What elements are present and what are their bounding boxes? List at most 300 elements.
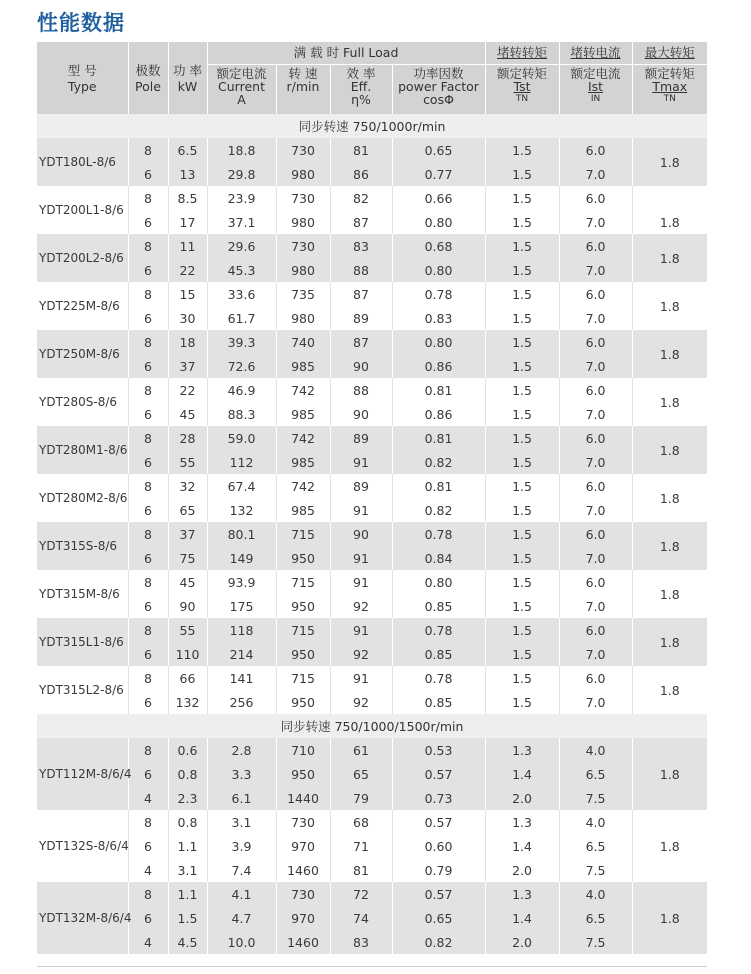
cell-pf: 0.77 [392, 162, 485, 186]
cell-current: 61.7 [207, 306, 276, 330]
cell-tmax: 1.8 [632, 378, 707, 426]
cell-eff: 89 [330, 306, 392, 330]
cell-pf: 0.65 [392, 906, 485, 930]
table-row [37, 570, 707, 594]
cell-pf: 0.80 [392, 330, 485, 354]
cell-ist: 7.0 [559, 258, 632, 282]
cell-tst: 1.5 [485, 162, 559, 186]
cell-eff: 89 [330, 474, 392, 498]
cell-ist: 6.0 [559, 138, 632, 162]
header-pf [392, 64, 485, 114]
cell-pf: 0.84 [392, 546, 485, 570]
cell-pf: 0.66 [392, 186, 485, 210]
table-row [37, 906, 707, 930]
cell-tst: 1.5 [485, 426, 559, 450]
model-type: YDT280M2-8/6 [37, 474, 128, 522]
cell-current: 10.0 [207, 930, 276, 954]
cell-tst: 1.5 [485, 690, 559, 714]
model-type: YDT132M-8/6/4 [37, 882, 128, 954]
cell-kw: 0.8 [168, 810, 207, 834]
cell-pole: 8 [128, 474, 168, 498]
cell-kw: 30 [168, 306, 207, 330]
cell-speed: 985 [276, 450, 330, 474]
cell-ist: 7.0 [559, 402, 632, 426]
cell-current: 7.4 [207, 858, 276, 882]
cell-eff: 91 [330, 450, 392, 474]
cell-kw: 1.1 [168, 882, 207, 906]
cell-eff: 91 [330, 498, 392, 522]
cell-ist: 6.0 [559, 378, 632, 402]
cell-pole: 4 [128, 858, 168, 882]
cell-kw: 18 [168, 330, 207, 354]
cell-current: 29.6 [207, 234, 276, 258]
table-row [37, 930, 707, 954]
cell-eff: 87 [330, 282, 392, 306]
cell-kw: 32 [168, 474, 207, 498]
cell-tmax: 1.8 [632, 138, 707, 186]
header-ist [559, 64, 632, 114]
header-ist-zh: 额定电流 [570, 65, 621, 81]
model-type: YDT315L2-8/6 [37, 666, 128, 714]
cell-ist: 7.0 [559, 306, 632, 330]
cell-tst: 1.5 [485, 594, 559, 618]
header-tmax-zh: 额定转矩 [644, 65, 695, 81]
cell-speed: 970 [276, 834, 330, 858]
cell-kw: 90 [168, 594, 207, 618]
cell-ist: 7.0 [559, 498, 632, 522]
cell-tst: 1.5 [485, 402, 559, 426]
cell-pf: 0.81 [392, 378, 485, 402]
cell-pf: 0.78 [392, 666, 485, 690]
cell-speed: 980 [276, 258, 330, 282]
cell-ist: 6.0 [559, 186, 632, 210]
page-title: 性能数据 [37, 11, 125, 35]
table-row [37, 618, 707, 642]
header-power [168, 42, 207, 114]
cell-kw: 37 [168, 522, 207, 546]
cell-current: 45.3 [207, 258, 276, 282]
header-pole [128, 42, 168, 114]
cell-current: 175 [207, 594, 276, 618]
cell-current: 6.1 [207, 786, 276, 810]
cell-tmax: 1.8 [632, 882, 707, 954]
cell-kw: 55 [168, 450, 207, 474]
cell-eff: 90 [330, 402, 392, 426]
model-type: YDT132S-8/6/4 [37, 810, 128, 882]
cell-kw: 45 [168, 570, 207, 594]
header-pole-en: Pole [135, 78, 161, 94]
model-type: YDT280M1-8/6 [37, 426, 128, 474]
cell-pole: 8 [128, 738, 168, 762]
table-row [37, 690, 707, 714]
cell-eff: 91 [330, 666, 392, 690]
cell-pole: 4 [128, 930, 168, 954]
cell-pf: 0.85 [392, 642, 485, 666]
cell-tmax: 1.8 [632, 570, 707, 618]
table-row [37, 186, 707, 210]
cell-eff: 92 [330, 594, 392, 618]
cell-current: 3.3 [207, 762, 276, 786]
table-row [37, 666, 707, 690]
cell-current: 46.9 [207, 378, 276, 402]
cell-speed: 980 [276, 162, 330, 186]
cell-eff: 90 [330, 354, 392, 378]
cell-tmax: 1.8 [632, 234, 707, 282]
cell-tmax: 1.8 [632, 330, 707, 378]
cell-ist: 7.5 [559, 786, 632, 810]
cell-current: 112 [207, 450, 276, 474]
cell-tmax: 1.8 [632, 426, 707, 474]
cell-pole: 8 [128, 378, 168, 402]
cell-current: 29.8 [207, 162, 276, 186]
cell-speed: 1460 [276, 930, 330, 954]
cell-ist: 7.5 [559, 858, 632, 882]
header-type-en: Type [67, 78, 97, 94]
header-pole-zh: 极数 [135, 62, 161, 78]
table-row [37, 354, 707, 378]
header-current-zh: 额定电流 [216, 65, 267, 81]
cell-ist: 7.0 [559, 162, 632, 186]
cell-kw: 13 [168, 162, 207, 186]
cell-ist: 6.0 [559, 474, 632, 498]
cell-eff: 90 [330, 522, 392, 546]
cell-current: 80.1 [207, 522, 276, 546]
cell-kw: 45 [168, 402, 207, 426]
cell-tst: 1.5 [485, 282, 559, 306]
model-type: YDT315L1-8/6 [37, 618, 128, 666]
cell-ist: 7.0 [559, 642, 632, 666]
cell-pole: 6 [128, 402, 168, 426]
cell-pf: 0.80 [392, 258, 485, 282]
table-row [37, 282, 707, 306]
cell-kw: 28 [168, 426, 207, 450]
cell-tst: 1.5 [485, 642, 559, 666]
cell-speed: 950 [276, 546, 330, 570]
table-row [37, 858, 707, 882]
cell-pole: 4 [128, 786, 168, 810]
cell-current: 39.3 [207, 330, 276, 354]
model-type: YDT315S-8/6 [37, 522, 128, 570]
cell-pole: 6 [128, 690, 168, 714]
cell-current: 2.8 [207, 738, 276, 762]
cell-pole: 6 [128, 354, 168, 378]
cell-speed: 730 [276, 810, 330, 834]
cell-ist: 6.0 [559, 234, 632, 258]
header-eff-unit: η% [351, 91, 371, 107]
cell-tst: 1.5 [485, 666, 559, 690]
cell-pole: 6 [128, 834, 168, 858]
cell-ist: 6.0 [559, 666, 632, 690]
cell-eff: 65 [330, 762, 392, 786]
section-row [37, 714, 707, 738]
table-row [37, 138, 707, 162]
cell-pole: 6 [128, 498, 168, 522]
table-row [37, 330, 707, 354]
cell-tst: 1.5 [485, 186, 559, 210]
cell-ist: 7.0 [559, 594, 632, 618]
cell-pf: 0.73 [392, 786, 485, 810]
cell-kw: 66 [168, 666, 207, 690]
header-tst-group-label: 堵转转矩 [497, 45, 548, 61]
cell-eff: 61 [330, 738, 392, 762]
table-row [37, 642, 707, 666]
header-eff [330, 64, 392, 114]
cell-eff: 91 [330, 570, 392, 594]
cell-current: 256 [207, 690, 276, 714]
table-row [37, 474, 707, 498]
model-type: YDT225M-8/6 [37, 282, 128, 330]
cell-pole: 6 [128, 762, 168, 786]
cell-kw: 0.6 [168, 738, 207, 762]
header-tst [485, 64, 559, 114]
cell-tmax: 1.8 [632, 810, 707, 882]
cell-speed: 730 [276, 138, 330, 162]
cell-current: 88.3 [207, 402, 276, 426]
cell-ist: 7.0 [559, 210, 632, 234]
cell-pf: 0.85 [392, 594, 485, 618]
cell-eff: 89 [330, 426, 392, 450]
cell-tst: 1.5 [485, 306, 559, 330]
cell-speed: 742 [276, 474, 330, 498]
header-type-zh: 型 号 [67, 62, 97, 78]
table-row [37, 258, 707, 282]
cell-speed: 730 [276, 882, 330, 906]
cell-pole: 8 [128, 138, 168, 162]
cell-pf: 0.65 [392, 138, 485, 162]
table-row [37, 786, 707, 810]
cell-eff: 83 [330, 930, 392, 954]
cell-eff: 87 [330, 330, 392, 354]
cell-ist: 6.0 [559, 618, 632, 642]
cell-tmax: 1.8 [632, 738, 707, 810]
cell-eff: 81 [330, 138, 392, 162]
cell-kw: 65 [168, 498, 207, 522]
cell-kw: 75 [168, 546, 207, 570]
cell-ist: 6.0 [559, 426, 632, 450]
model-type: YDT180L-8/6 [37, 138, 128, 186]
performance-data-table [37, 42, 707, 954]
cell-pole: 8 [128, 618, 168, 642]
header-tmax-group-label: 最大转矩 [644, 45, 695, 61]
cell-current: 23.9 [207, 186, 276, 210]
cell-tst: 1.5 [485, 138, 559, 162]
cell-pf: 0.78 [392, 522, 485, 546]
table-row [37, 234, 707, 258]
cell-current: 3.1 [207, 810, 276, 834]
cell-ist: 6.5 [559, 834, 632, 858]
cell-pf: 0.53 [392, 738, 485, 762]
cell-pf: 0.57 [392, 882, 485, 906]
cell-speed: 715 [276, 618, 330, 642]
header-tst-group [485, 42, 559, 64]
cell-kw: 0.8 [168, 762, 207, 786]
cell-kw: 11 [168, 234, 207, 258]
table-row [37, 762, 707, 786]
cell-speed: 950 [276, 690, 330, 714]
cell-tst: 1.4 [485, 906, 559, 930]
cell-kw: 1.1 [168, 834, 207, 858]
cell-eff: 81 [330, 858, 392, 882]
table-row [37, 162, 707, 186]
cell-tmax: 1.8 [632, 666, 707, 714]
cell-pole: 8 [128, 570, 168, 594]
cell-speed: 730 [276, 186, 330, 210]
cell-current: 72.6 [207, 354, 276, 378]
table-row [37, 450, 707, 474]
header-tst-num: Tst [513, 78, 531, 94]
cell-ist: 6.0 [559, 570, 632, 594]
cell-ist: 6.0 [559, 282, 632, 306]
cell-tst: 1.5 [485, 450, 559, 474]
cell-pole: 8 [128, 282, 168, 306]
cell-tst: 2.0 [485, 930, 559, 954]
cell-eff: 92 [330, 642, 392, 666]
model-type: YDT250M-8/6 [37, 330, 128, 378]
cell-tst: 1.5 [485, 330, 559, 354]
cell-pole: 6 [128, 594, 168, 618]
cell-speed: 715 [276, 666, 330, 690]
cell-kw: 17 [168, 210, 207, 234]
cell-pf: 0.86 [392, 354, 485, 378]
cell-tst: 1.5 [485, 618, 559, 642]
cell-ist: 4.0 [559, 882, 632, 906]
header-current [207, 64, 276, 114]
header-pf-en: power Factor [398, 78, 479, 94]
cell-ist: 6.0 [559, 522, 632, 546]
cell-ist: 6.0 [559, 330, 632, 354]
cell-speed: 715 [276, 522, 330, 546]
cell-eff: 72 [330, 882, 392, 906]
header-tmax [632, 64, 707, 114]
cell-pf: 0.60 [392, 834, 485, 858]
cell-current: 118 [207, 618, 276, 642]
cell-speed: 1460 [276, 858, 330, 882]
cell-pole: 8 [128, 186, 168, 210]
cell-tst: 1.5 [485, 354, 559, 378]
cell-tst: 1.3 [485, 810, 559, 834]
cell-kw: 6.5 [168, 138, 207, 162]
cell-current: 141 [207, 666, 276, 690]
cell-eff: 86 [330, 162, 392, 186]
cell-pf: 0.57 [392, 810, 485, 834]
cell-speed: 710 [276, 738, 330, 762]
cell-speed: 742 [276, 426, 330, 450]
cell-pf: 0.80 [392, 210, 485, 234]
cell-tst: 1.4 [485, 834, 559, 858]
header-speed-unit: r/min [286, 78, 320, 94]
model-type: YDT280S-8/6 [37, 378, 128, 426]
cell-pf: 0.81 [392, 426, 485, 450]
header-tst-den: TN [515, 93, 529, 104]
cell-pf: 0.82 [392, 930, 485, 954]
header-type [37, 42, 128, 114]
cell-tst: 1.4 [485, 762, 559, 786]
cell-ist: 4.0 [559, 810, 632, 834]
cell-kw: 8.5 [168, 186, 207, 210]
cell-eff: 87 [330, 210, 392, 234]
cell-current: 4.7 [207, 906, 276, 930]
header-speed [276, 64, 330, 114]
cell-speed: 980 [276, 210, 330, 234]
header-full-load: 满 载 时 Full Load [207, 42, 485, 64]
section-label: 同步转速 750/1000/1500r/min [37, 714, 707, 738]
cell-pole: 8 [128, 426, 168, 450]
cell-pf: 0.85 [392, 690, 485, 714]
cell-tst: 1.5 [485, 570, 559, 594]
table-row [37, 210, 707, 234]
model-type: YDT112M-8/6/4 [37, 738, 128, 810]
header-tmax-den: TN [663, 93, 676, 104]
cell-speed: 740 [276, 330, 330, 354]
cell-tst: 1.5 [485, 234, 559, 258]
cell-pole: 8 [128, 522, 168, 546]
cell-ist: 6.5 [559, 906, 632, 930]
cell-tst: 2.0 [485, 786, 559, 810]
cell-tst: 1.5 [485, 546, 559, 570]
cell-current: 18.8 [207, 138, 276, 162]
cell-pf: 0.86 [392, 402, 485, 426]
table-row [37, 522, 707, 546]
header-power-en: kW [177, 78, 198, 94]
section-row [37, 114, 707, 138]
model-type: YDT200L2-8/6 [37, 234, 128, 282]
cell-eff: 71 [330, 834, 392, 858]
cell-kw: 110 [168, 642, 207, 666]
table-bottom-rule [37, 966, 707, 967]
cell-speed: 985 [276, 498, 330, 522]
cell-speed: 950 [276, 762, 330, 786]
cell-tst: 2.0 [485, 858, 559, 882]
cell-kw: 132 [168, 690, 207, 714]
cell-speed: 985 [276, 354, 330, 378]
cell-pf: 0.57 [392, 762, 485, 786]
header-current-en: Current [218, 78, 265, 94]
cell-current: 33.6 [207, 282, 276, 306]
cell-pole: 6 [128, 450, 168, 474]
cell-pole: 8 [128, 882, 168, 906]
cell-pf: 0.80 [392, 570, 485, 594]
cell-tst: 1.5 [485, 258, 559, 282]
cell-kw: 3.1 [168, 858, 207, 882]
header-eff-en: Eff. [350, 78, 372, 94]
cell-current: 149 [207, 546, 276, 570]
model-type: YDT315M-8/6 [37, 570, 128, 618]
cell-eff: 68 [330, 810, 392, 834]
cell-ist: 7.5 [559, 930, 632, 954]
cell-kw: 22 [168, 258, 207, 282]
table-body [37, 114, 707, 954]
cell-ist: 7.0 [559, 546, 632, 570]
cell-pf: 0.81 [392, 474, 485, 498]
header-tmax-group [632, 42, 707, 64]
cell-current: 67.4 [207, 474, 276, 498]
cell-kw: 1.5 [168, 906, 207, 930]
table-row [37, 810, 707, 834]
header-ist-group-label: 堵转电流 [570, 45, 621, 61]
cell-current: 214 [207, 642, 276, 666]
header-ist-group [559, 42, 632, 64]
table-row [37, 402, 707, 426]
cell-current: 132 [207, 498, 276, 522]
table-row [37, 834, 707, 858]
cell-tst: 1.5 [485, 378, 559, 402]
cell-pf: 0.83 [392, 306, 485, 330]
table-row [37, 882, 707, 906]
cell-pf: 0.78 [392, 282, 485, 306]
cell-pole: 6 [128, 258, 168, 282]
cell-current: 59.0 [207, 426, 276, 450]
table-row [37, 546, 707, 570]
